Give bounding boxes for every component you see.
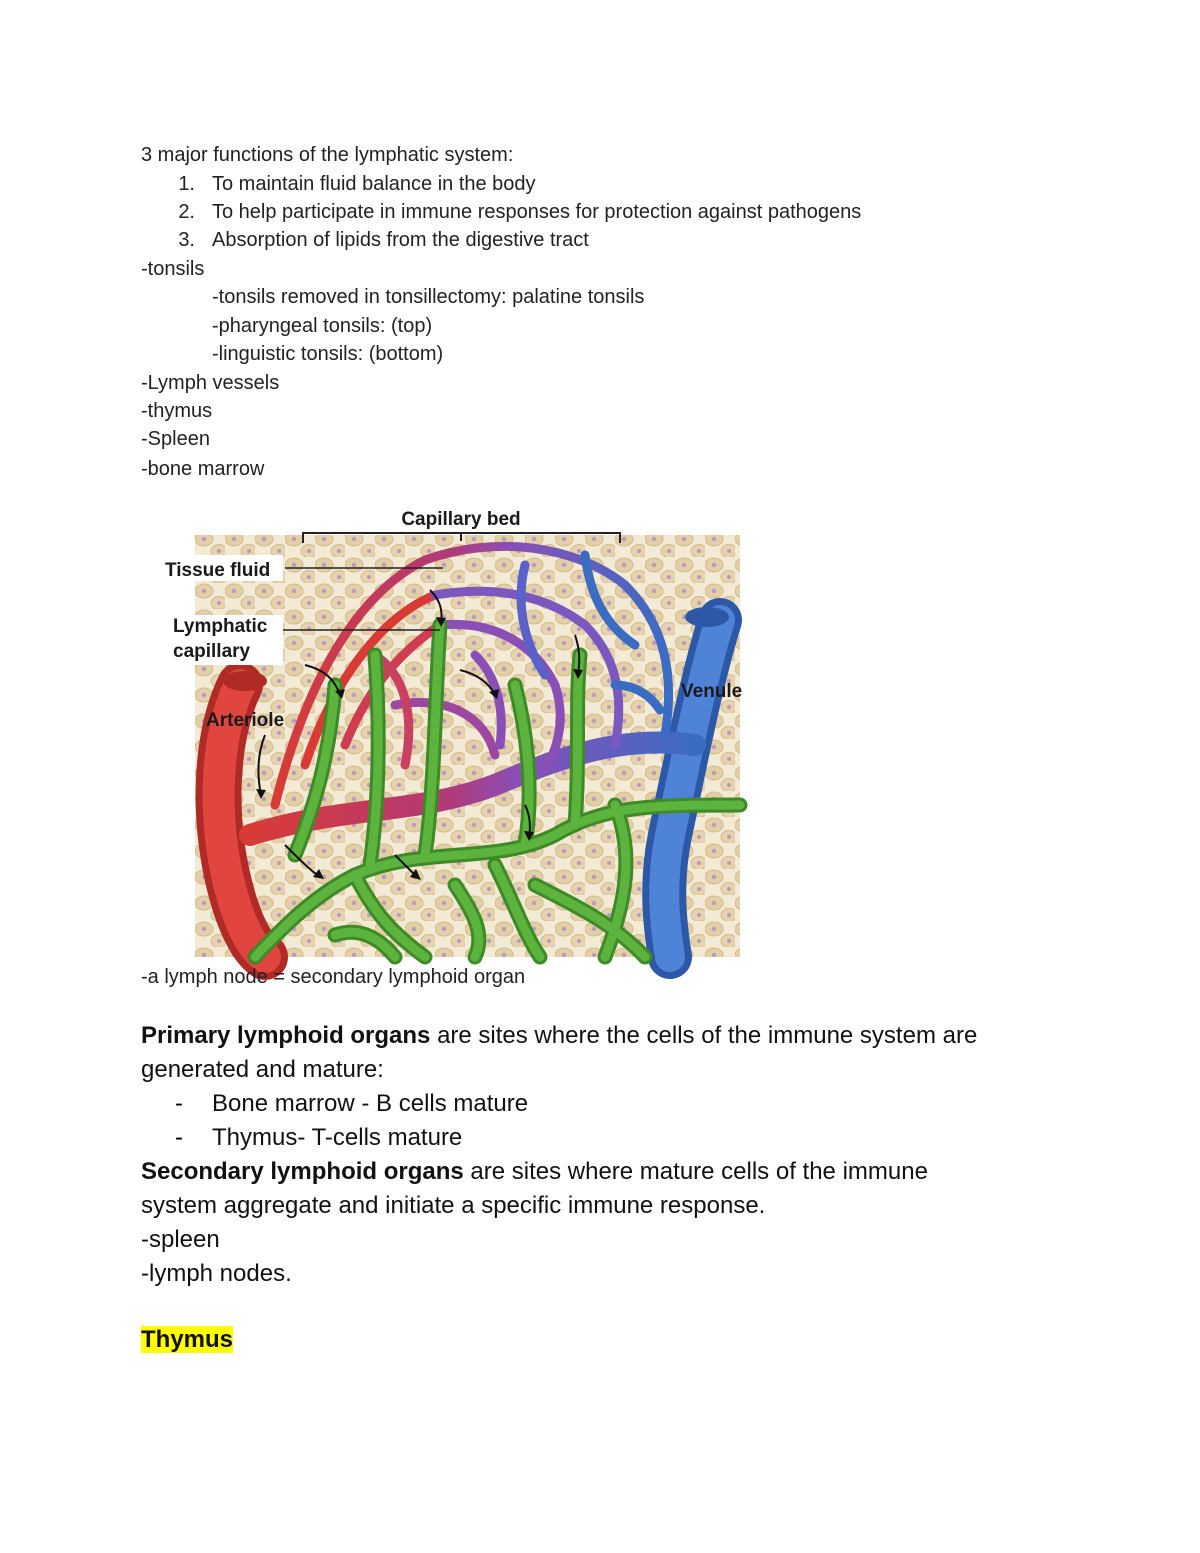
tissue-fluid-label: Tissue fluid — [165, 560, 271, 581]
bullet-dash: - — [175, 1090, 183, 1117]
capillary-bed-label: Capillary bed — [401, 509, 521, 530]
primary-organs-line-2: generated and mature: — [141, 1056, 384, 1083]
organ-item: -Spleen — [141, 428, 210, 450]
lymphatic-capillary-label: Lymphatic — [173, 616, 268, 637]
section-heading — [141, 1323, 233, 1357]
secondary-item: -spleen — [141, 1226, 220, 1253]
list-number: 3. — [178, 229, 195, 251]
tonsil-item: -tonsils removed in tonsillectomy: palatine tonsils — [212, 286, 645, 308]
diagram-svg — [165, 505, 750, 957]
tonsil-item: -pharyngeal tonsils: (top) — [212, 315, 433, 337]
primary-item: Thymus- T-cells mature — [212, 1124, 463, 1151]
secondary-organs-line-1 — [141, 1155, 928, 1189]
thymus-heading: Thymus — [141, 1326, 234, 1353]
venule-label: Venule — [681, 681, 743, 702]
arteriole-label: Arteriole — [206, 710, 285, 731]
list-number: 1. — [178, 173, 195, 195]
capillary-bed-diagram — [165, 505, 750, 957]
organ-item: -Lymph vessels — [141, 372, 280, 394]
primary-organs-line-1 — [141, 1019, 977, 1053]
organ-item: -thymus — [141, 400, 213, 422]
functions-heading: 3 major functions of the lymphatic system: — [141, 144, 514, 166]
list-item: To maintain fluid balance in the body — [212, 173, 536, 195]
list-number: 2. — [178, 201, 195, 223]
list-item: Absorption of lipids from the digestive tract — [212, 229, 589, 251]
lymphatic-capillary-label-2: capillary — [173, 641, 251, 662]
secondary-organs-line-2: system aggregate and initiate a specific immune response. — [141, 1192, 766, 1219]
primary-organs-term: Primary lymphoid organs — [141, 1022, 431, 1049]
secondary-organs-term: Secondary lymphoid organs — [141, 1158, 464, 1185]
figure-caption: -a lymph node = secondary lymphoid organ — [141, 966, 526, 988]
tonsil-item: -linguistic tonsils: (bottom) — [212, 343, 444, 365]
organ-item: -bone marrow — [141, 458, 265, 480]
primary-organs-text: are sites where the cells of the immune system are — [430, 1022, 978, 1049]
primary-item: Bone marrow - B cells mature — [212, 1090, 529, 1117]
secondary-item: -lymph nodes. — [141, 1260, 292, 1287]
list-item: To help participate in immune responses for protection against pathogens — [212, 201, 862, 223]
bullet-dash: - — [175, 1124, 183, 1151]
secondary-organs-text: are sites where mature cells of the immune — [463, 1158, 928, 1185]
tonsils-line: -tonsils — [141, 258, 205, 280]
